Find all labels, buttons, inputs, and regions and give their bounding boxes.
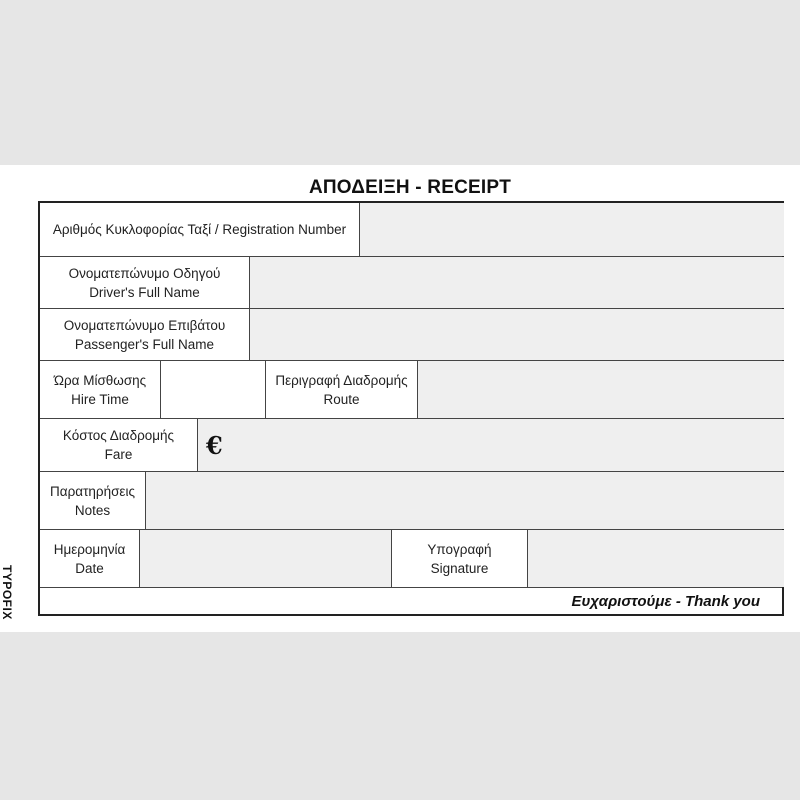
notes-field[interactable] xyxy=(146,472,784,529)
row-registration xyxy=(40,203,782,257)
date-label xyxy=(40,530,140,587)
fare-label xyxy=(40,419,198,471)
euro-icon: € xyxy=(206,430,223,460)
driver-label-text: Ονοματεπώνυμο Οδηγού Driver's Full Name xyxy=(68,265,221,300)
fare-label-text: Κόστος Διαδρομής Fare xyxy=(62,428,175,462)
thank-you-text: Ευχαριστούμε - Thank you xyxy=(571,593,760,610)
route-label-text: Περιγραφή Διαδρομής Route xyxy=(275,372,408,407)
signature-field[interactable] xyxy=(528,530,784,587)
passenger-field[interactable] xyxy=(250,309,784,360)
hire-time-label-text: Ώρα Μίσθωσης Hire Time xyxy=(53,372,147,407)
registration-label-text: Αριθμός Κυκλοφορίας Ταξί / Registration Number xyxy=(52,222,347,237)
date-field[interactable] xyxy=(140,530,392,587)
notes-label xyxy=(40,472,146,529)
route-label xyxy=(266,361,418,418)
notes-label-text: Παρατηρήσεις Notes xyxy=(50,483,135,518)
fare-field[interactable] xyxy=(198,419,784,471)
row-hire-route xyxy=(40,361,782,419)
route-field[interactable] xyxy=(418,361,784,418)
row-fare xyxy=(40,419,782,472)
receipt-sheet xyxy=(0,165,800,632)
receipt-form xyxy=(38,201,784,616)
registration-label xyxy=(40,203,360,256)
row-notes xyxy=(40,472,782,530)
hire-time-label xyxy=(40,361,161,418)
registration-field[interactable] xyxy=(360,203,784,256)
row-date-signature xyxy=(40,530,782,588)
date-label-text: Ημερομηνία Date xyxy=(53,541,126,576)
passenger-label-text: Ονοματεπώνυμο Επιβάτου Passenger's Full Name xyxy=(63,317,226,352)
row-passenger xyxy=(40,309,782,361)
passenger-label xyxy=(40,309,250,360)
receipt-title: ΑΠΟΔΕΙΞΗ - RECEIPT xyxy=(308,177,512,198)
hire-time-field[interactable] xyxy=(161,361,266,418)
brand-logo: TYPOFIX xyxy=(0,565,14,620)
signature-label xyxy=(392,530,528,587)
driver-field[interactable] xyxy=(250,257,784,308)
row-driver xyxy=(40,257,782,309)
driver-label xyxy=(40,257,250,308)
signature-label-text: Υπογραφή Signature xyxy=(427,541,492,576)
